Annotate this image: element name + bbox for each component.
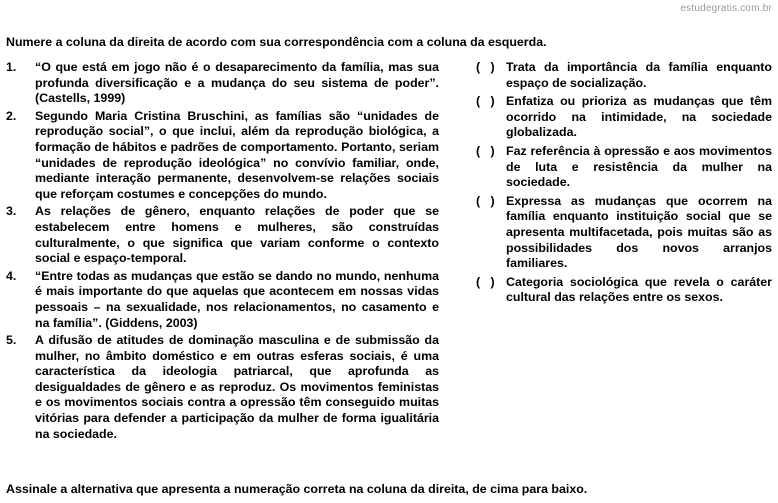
- left-item-text: “Entre todas as mudanças que estão se dando no mundo, nenhuma é mais importante do que aquelas que acontecem em nossas vidas pessoais – na sexualidade, nos relacionamentos, no casamento e na família”. (Giddens, 2003): [35, 268, 439, 330]
- right-item-text: Faz referência à opressão e aos movimentos de luta e resistência da mulher na sociedade.: [506, 143, 772, 190]
- left-item-4: [6, 269, 439, 331]
- left-item-number: 4.: [6, 268, 17, 283]
- left-item-number: 1.: [6, 60, 17, 74]
- left-item-5: [6, 333, 439, 442]
- right-item-2: [476, 94, 772, 141]
- left-item-number: 5.: [6, 333, 17, 348]
- answer-blank: ( ): [476, 274, 495, 289]
- left-item-text: “O que está em jogo não é o desaparecimento da família, mas sua profunda diversificação e a mudança do seu sistema de poder”. (Castells, 1999): [35, 60, 439, 106]
- left-item-text: Segundo Maria Cristina Bruschini, as famílias são “unidades de reprodução social”, o que inclui, além da reprodução biológica, a formação de hábitos e padrões de comportamento. Portanto, seriam “unidades de reprodução ideológica” no convívio familiar, onde, mediante interação permanente, desenvolvem-se relações sociais que reforçam costumes e concepções do mundo.: [35, 108, 439, 201]
- right-item-text: Trata da importância da família enquanto espaço de socialização.: [506, 60, 772, 90]
- left-item-1: [6, 60, 439, 107]
- left-item-number: 2.: [6, 108, 17, 123]
- answer-blank: ( ): [476, 143, 495, 158]
- left-item-3: [6, 204, 439, 266]
- left-item-2: [6, 109, 439, 203]
- left-column: [6, 60, 439, 444]
- left-item-text: As relações de gênero, enquanto relações de poder que se estabelecem entre homens e mulheres, são construídas culturalmente, o que significa que variam conforme o contexto social e espaço-temporal.: [35, 204, 439, 266]
- right-column: [476, 60, 772, 309]
- right-item-text: Expressa as mudanças que ocorrem na família enquanto instituição social que se apresenta multifacetada, pois muitas são as possibilidades dos novos arranjos familiares.: [506, 193, 772, 271]
- answer-blank: ( ): [476, 94, 495, 109]
- left-item-number: 3.: [6, 204, 17, 219]
- watermark-text: estudegratis.com.br: [680, 3, 772, 14]
- left-item-text: A difusão de atitudes de dominação masculina e de submissão da mulher, no âmbito doméstico e em outras esferas sociais, é uma característica da ideologia patriarcal, que aprofunda as desigualdades de gênero e as reproduz. Os movimentos feministas e os movimentos sociais contra a opressão têm conseguido muitas vitórias para defender a participação da mulher de forma igualitária na sociedade.: [35, 333, 439, 441]
- answer-blank: ( ): [476, 60, 495, 74]
- question-footer: Assinale a alternativa que apresenta a numeração correta na coluna da direita, de cima para baixo.: [6, 482, 588, 496]
- right-item-4: [476, 194, 772, 272]
- right-item-text: Categoria sociológica que revela o caráter cultural das relações entre os sexos.: [506, 274, 772, 305]
- right-item-text: Enfatiza ou prioriza as mudanças que têm ocorrido na intimidade, na sociedade globalizada.: [506, 94, 772, 140]
- right-item-5: [476, 275, 772, 306]
- answer-blank: ( ): [476, 193, 495, 208]
- right-item-3: [476, 144, 772, 191]
- right-item-1: [476, 60, 772, 91]
- question-instruction: Numere a coluna da direita de acordo com sua correspondência com a coluna da esquerda.: [6, 35, 547, 49]
